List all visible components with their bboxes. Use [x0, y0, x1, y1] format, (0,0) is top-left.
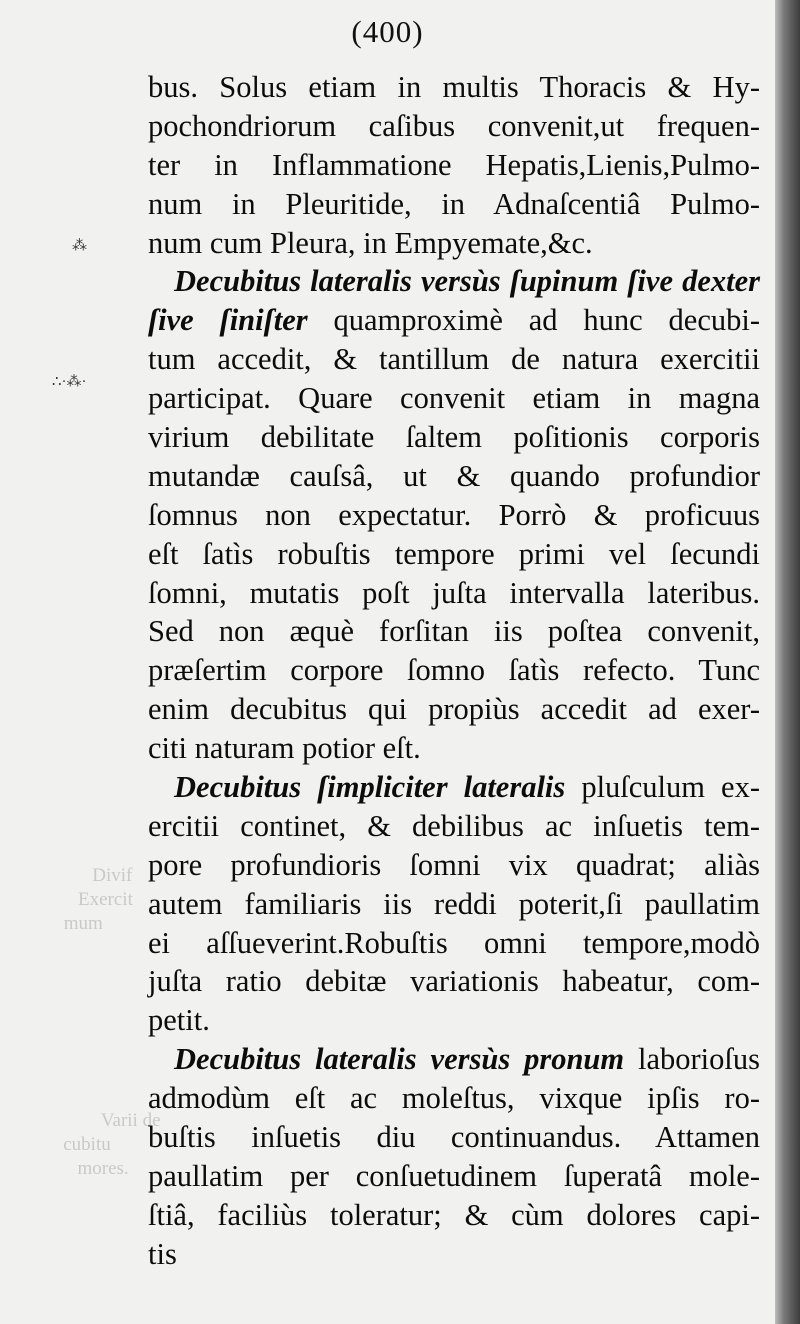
text-line [148, 1235, 760, 1274]
text-line [148, 301, 760, 340]
paragraph [148, 262, 760, 768]
text-line [148, 1040, 760, 1079]
italic-heading-text: Decubitus ſimpliciter lateralis [174, 770, 566, 805]
text-run: ercitii continet, & debilibus ac inſuetis tem- [148, 808, 760, 843]
text-line [148, 1001, 760, 1040]
bleed-through-fragment: Varii de cubitu mores. [63, 1110, 161, 1179]
text-line [148, 185, 760, 224]
text-line [148, 924, 760, 963]
bleed-through-text [40, 840, 133, 960]
margin-mark: ∴·⁂· [52, 374, 87, 390]
text-line [148, 574, 760, 613]
text-run: citi naturam potior eſt. [148, 731, 421, 766]
text-run: enim decubitus qui propiùs accedit ad exer- [148, 692, 760, 727]
text-line [148, 457, 760, 496]
text-run: participat. Quare convenit etiam in magna [148, 381, 760, 416]
text-run: laborioſus [624, 1042, 760, 1077]
text-line [148, 962, 760, 1001]
text-run: num in Pleuritide, in Adnaſcentiâ Pulmo- [148, 186, 760, 221]
text-run: autem familiaris iis reddi poterit,ſi paullatim [148, 886, 760, 921]
text-run: pluſculum ex- [565, 770, 760, 805]
text-line [148, 262, 760, 301]
text-run: ſtiâ, faciliùs toleratur; & cùm dolores capi- [148, 1197, 760, 1232]
page-number: (400) [351, 14, 424, 49]
text-run: ter in Inflammatione Hepatis,Lienis,Pulmo- [148, 147, 760, 182]
text-run: Sed non æquè forſitan iis poſtea convenit, [148, 614, 760, 649]
text-run: petit. [148, 1003, 210, 1038]
text-line [148, 1079, 760, 1118]
text-line [148, 729, 760, 768]
text-line [148, 846, 760, 885]
text-line [148, 651, 760, 690]
bleed-through-text-2 [30, 1085, 161, 1205]
text-line [148, 768, 760, 807]
text-line [148, 612, 760, 651]
text-line [148, 1157, 760, 1196]
text-line [148, 496, 760, 535]
text-line [148, 340, 760, 379]
text-run: admodùm eſt ac moleſtus, vixque ipſis ro- [148, 1081, 760, 1116]
text-run: tis [148, 1236, 177, 1271]
text-run: buſtis inſuetis diu continuandus. Attamen [148, 1120, 760, 1155]
text-run: tum accedit, & tantillum de natura exercitii [148, 342, 760, 377]
text-run: ſomni, mutatis poſt juſta intervalla lateribus. [148, 575, 760, 610]
text-run: præſertim corpore ſomno ſatìs refecto. Tunc [148, 653, 760, 688]
paragraph [148, 1040, 760, 1273]
text-line [148, 146, 760, 185]
paragraph [148, 68, 760, 262]
text-line [148, 224, 760, 263]
text-line [148, 379, 760, 418]
text-run: quamproximè ad hunc decubi- [307, 303, 761, 338]
text-run: juſta ratio debitæ variationis habeatur, com- [148, 964, 760, 999]
text-run: virium debilitate ſaltem poſitionis corporis [148, 420, 760, 455]
body-text [148, 68, 760, 1274]
text-line [148, 1196, 760, 1235]
binding-gutter [775, 0, 800, 1324]
text-run: bus. Solus etiam in multis Thoracis & Hy- [148, 70, 760, 104]
text-line [148, 535, 760, 574]
text-run: num cum Pleura, in Empyemate,&c. [148, 225, 593, 260]
text-line [148, 107, 760, 146]
text-run: ſomnus non expectatur. Porrò & proficuus [148, 497, 760, 532]
text-run: ei aſſueverint.Robuſtis omni tempore,modò [148, 925, 760, 960]
margin-mark: ⁂ [72, 238, 87, 254]
text-run: paullatim per conſuetudinem ſuperatâ mole- [148, 1158, 760, 1193]
paragraph [148, 768, 760, 1040]
text-line [148, 68, 760, 107]
text-run: pochondriorum caſibus convenit,ut frequen- [148, 108, 760, 143]
italic-heading-text: ſive ſiniſter [148, 303, 308, 338]
text-run: eſt ſatìs robuſtis tempore primi vel ſecundi [148, 536, 760, 571]
italic-heading-text: Decubitus lateralis versùs pronum [174, 1042, 625, 1077]
italic-heading-text: Decubitus lateralis versùs ſupinum ſive dexter [174, 264, 760, 299]
bleed-through-fragment: Divif Exercit mum [63, 865, 133, 934]
text-run: pore profundioris ſomni vix quadrat; aliàs [148, 847, 760, 882]
text-line [148, 1118, 760, 1157]
text-run: mutandæ cauſsâ, ut & quando profundior [148, 458, 760, 493]
text-line [148, 807, 760, 846]
text-line [148, 690, 760, 729]
text-line [148, 418, 760, 457]
text-line [148, 885, 760, 924]
